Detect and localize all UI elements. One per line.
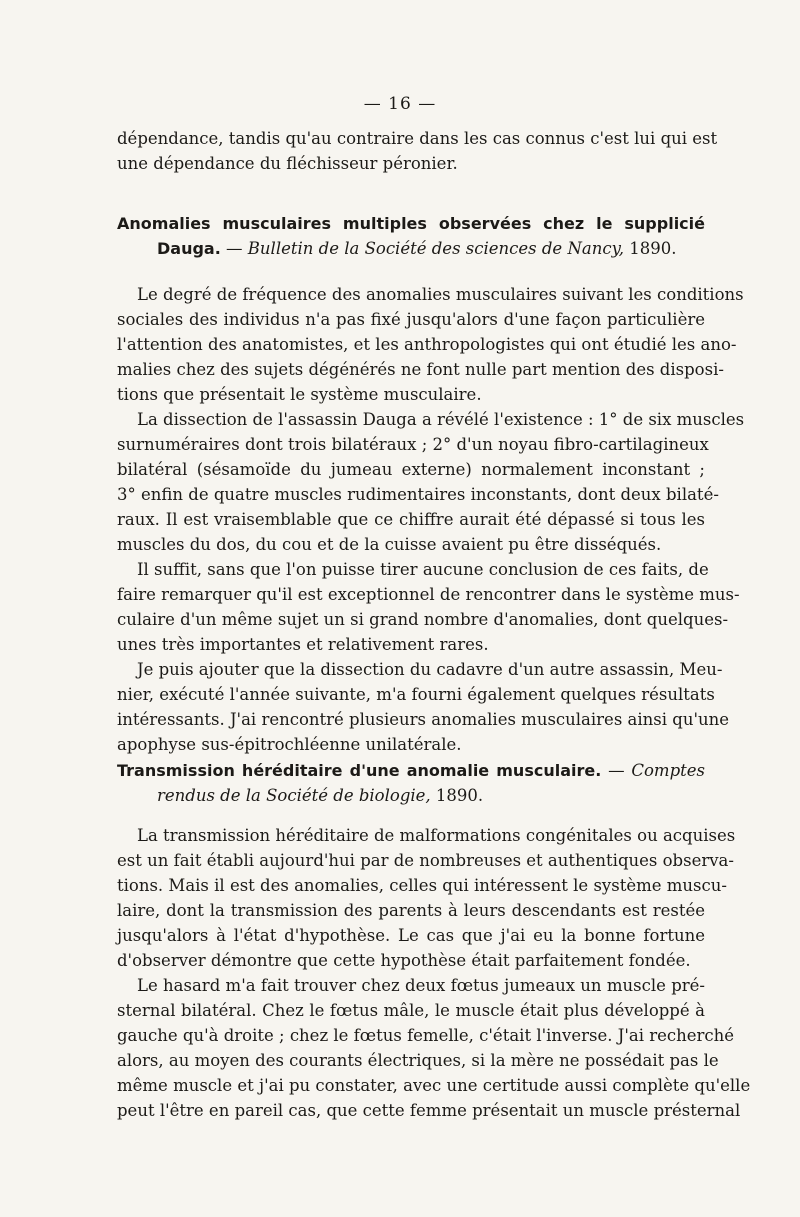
text-line: muscles du dos, du cou et de la cuisse avaient pu être disséqués. bbox=[117, 535, 662, 554]
text-line: La transmission héréditaire de malformations congénitales ou acquises bbox=[137, 826, 736, 845]
paragraph bbox=[117, 282, 744, 407]
text-line: dépendance, tandis qu'au contraire dans les cas connus c'est lui qui est bbox=[117, 129, 718, 148]
text-line: faire remarquer qu'il est exceptionnel de rencontrer dans le système mus- bbox=[117, 585, 740, 604]
citation-source: rendus de la Société de biologie, bbox=[157, 786, 431, 805]
citation-source: Bulletin de la Société des sciences de Nancy, bbox=[247, 239, 624, 258]
text-line: unes très importantes et relativement rares. bbox=[117, 635, 489, 654]
paragraph bbox=[117, 823, 736, 973]
section-1-title-cont: Dauga. bbox=[157, 239, 221, 258]
page-number: — 16 — bbox=[363, 94, 437, 114]
text-line: surnuméraires dont trois bilatéraux ; 2° d'un noyau fibro-cartilagineux bbox=[117, 435, 709, 454]
text-line: Le degré de fréquence des anomalies musculaires suivant les conditions bbox=[137, 285, 744, 304]
paragraph bbox=[117, 407, 745, 557]
text-line: 3° enfin de quatre muscles rudimentaires inconstants, dont deux bilaté- bbox=[117, 485, 719, 504]
text-line: tions. Mais il est des anomalies, celles qui intéressent le système muscu- bbox=[117, 876, 727, 895]
section-2-body bbox=[117, 823, 751, 1123]
text-line: peut l'être en pareil cas, que cette femme présentait un muscle présternal bbox=[117, 1101, 741, 1120]
section-1-heading bbox=[117, 211, 705, 261]
text-line: gauche qu'à droite ; chez le fœtus femelle, c'était l'inverse. J'ai recherché bbox=[117, 1026, 735, 1045]
text-line: sternal bilatéral. Chez le fœtus mâle, le muscle était plus développé à bbox=[117, 1001, 705, 1020]
text-line: malies chez des sujets dégénérés ne font nulle part mention des disposi- bbox=[117, 360, 724, 379]
section-2-title: Transmission héréditaire d'une anomalie musculaire. bbox=[117, 761, 602, 780]
section-1-body bbox=[117, 282, 745, 757]
intro-paragraph bbox=[117, 126, 718, 176]
text-line: tions que présentait le système musculaire. bbox=[117, 385, 482, 404]
text-line: Le hasard m'a fait trouver chez deux fœtus jumeaux un muscle pré- bbox=[137, 976, 705, 995]
section-1-title: Anomalies musculaires multiples observées chez le supplicié bbox=[117, 214, 705, 233]
section-1-citation bbox=[117, 236, 705, 261]
section-2-citation bbox=[117, 783, 705, 808]
text-line: apophyse sus-épitrochléenne unilatérale. bbox=[117, 735, 462, 754]
text-line: intéressants. J'ai rencontré plusieurs anomalies musculaires ainsi qu'une bbox=[117, 710, 730, 729]
paragraph bbox=[117, 657, 730, 757]
citation-year: 1890. bbox=[430, 786, 484, 805]
text-line: culaire d'un même sujet un si grand nombre d'anomalies, dont quelques- bbox=[117, 610, 729, 629]
citation-source-start: Comptes bbox=[631, 761, 705, 780]
text-line: laire, dont la transmission des parents à leurs descendants est restée bbox=[117, 901, 705, 920]
text-line: La dissection de l'assassin Dauga a révélé l'existence : 1° de six muscles bbox=[137, 410, 745, 429]
text-line: Il suffit, sans que l'on puisse tirer aucune conclusion de ces faits, de bbox=[137, 560, 709, 579]
section-2-title-line bbox=[117, 758, 705, 783]
text-line: jusqu'alors à l'état d'hypothèse. Le cas que j'ai eu la bonne fortune bbox=[117, 926, 705, 945]
text-line: bilatéral (sésamoïde du jumeau externe) normalement inconstant ; bbox=[117, 460, 705, 479]
citation-separator: — bbox=[220, 239, 248, 258]
citation-separator: — bbox=[601, 761, 632, 780]
text-line: sociales des individus n'a pas fixé jusqu'alors d'une façon particulière bbox=[117, 310, 705, 329]
text-line: d'observer démontre que cette hypothèse était parfaitement fondée. bbox=[117, 951, 691, 970]
text-line: est un fait établi aujourd'hui par de nombreuses et authentiques observa- bbox=[117, 851, 734, 870]
text-line: nier, exécuté l'année suivante, m'a fourni également quelques résultats bbox=[117, 685, 715, 704]
text-line: l'attention des anatomistes, et les anthropologistes qui ont étudié les ano- bbox=[117, 335, 737, 354]
text-line: alors, au moyen des courants électriques, si la mère ne possédait pas le bbox=[117, 1051, 719, 1070]
text-line: Je puis ajouter que la dissection du cadavre d'un autre assassin, Meu- bbox=[137, 660, 723, 679]
paragraph bbox=[117, 973, 751, 1123]
citation-year: 1890. bbox=[623, 239, 677, 258]
paragraph bbox=[117, 557, 740, 657]
text-line: même muscle et j'ai pu constater, avec une certitude aussi complète qu'elle bbox=[117, 1076, 751, 1095]
section-2-heading bbox=[117, 758, 705, 808]
text-line: raux. Il est vraisemblable que ce chiffre aurait été dépassé si tous les bbox=[117, 510, 705, 529]
text-line: une dépendance du fléchisseur péronier. bbox=[117, 154, 458, 173]
